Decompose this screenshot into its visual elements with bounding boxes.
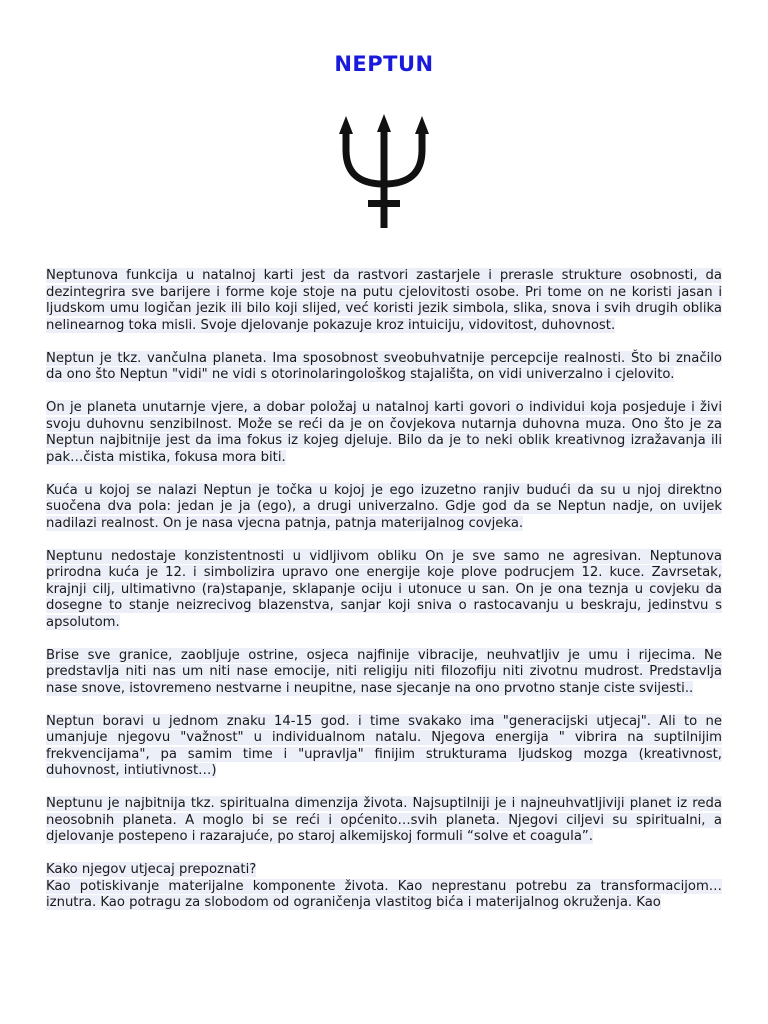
article-body	[46, 268, 722, 928]
paragraph: Kao potiskivanje materijalne komponente života. Kao neprestanu potrebu za transformacijom… iznutra. Kao potragu za slobodom od ograničenja vlastitog bića i materijalnog okruženja. Kao	[46, 878, 722, 910]
paragraph: Kuća u kojoj se nalazi Neptun je točka u kojoj je ego izuzetno ranjiv budući da su u njoj direktno suočena dva pola: jedan je ja (ego), a drugi univerzalno. Gdje god da se Neptun nadje, on uvijek nadilazi realnost. On je nasa vjecna patnja, patnja materijalnog covjeka.	[46, 482, 722, 531]
paragraph: Neptunova funkcija u natalnoj karti jest da rastvori zastarjele i prerasle strukture osobnosti, da dezintegrira sve barijere i forme koje stoje na putu cjelovitosti osobe. Pri tome on ne koristi jasan i ljudskom umu logičan jezik ili bilo koji slijed, već koristi jezik simbola, slika, snova i svih drugih oblika nelinearnog toka misli. Svoje djelovanje pokazuje kroz intuiciju, vidovitost, duhovnost.	[46, 268, 722, 333]
paragraph: Neptunu nedostaje konzistentnosti u vidljivom obliku On je sve samo ne agresivan. Neptunova prirodna kuća je 12. i simbolizira upravo one energije koje plove podrucjem 12. kuce. Zavrsetak, krajnji cilj, ultimativno (ra)stapanje, sklapanje ociju i utonuce u san. On je ona teznja u covjeku da dosegne to stanje neizrecivog blazenstva, sanjar koji sniva o rastocavanju u beskraju, jedinstvu s apsolutom.	[46, 548, 722, 630]
question-heading: Kako njegov utjecaj prepoznati?	[46, 862, 257, 877]
page-title: NEPTUN	[334, 52, 434, 76]
paragraph: On je planeta unutarnje vjere, a dobar položaj u natalnoj karti govori o individui koja posjeduje i živi svoju duhovnu senzibilnost. Može se reći da je on čovjekova nutarnja duhovna muza. Ono što je za Neptun najbitnije jest da ima fokus iz kojeg djeluje. Bilo da je to neki oblik kreativnog izražavanja ili pak…čista mistika, fokusa mora biti.	[46, 400, 722, 465]
paragraph: Neptun je tkz. vančulna planeta. Ima sposobnost sveobuhvatnije percepcije realnosti. Što bi značilo da ono što Neptun "vidi" ne vidi s otorinolaringološkog stajališta, on vidi univerzalno i cjelovito.	[46, 350, 722, 382]
neptune-trident-icon	[338, 114, 430, 230]
paragraph: Neptunu je najbitnija tkz. spiritualna dimenzija života. Najsuptilniji je i najneuhvatljiviji planet iz reda neosobnih planeta. A moglo bi se reći i općenito…svih planeta. Njegovi ciljevi su spiritualni, a djelovanje postepeno i razarajuće, po staroj alkemijskoj formuli “solve et coagula”.	[46, 796, 722, 844]
paragraph: Neptun boravi u jednom znaku 14-15 god. i time svakako ima "generacijski utjecaj". Ali to ne umanjuje njegovu "važnost" u individualnom natalu. Njegova energija " vibrira na suptilnijim frekvencijama", pa samim time i "upravlja" finijim strukturama ljudskog mozga (kreativnost, duhovnost, intiutivnost…)	[46, 713, 722, 778]
paragraph: Brise sve granice, zaobljuje ostrine, osjeca najfinije vibracije, neuhvatljiv je umu i rijecima. Ne predstavlja niti nas um niti nase emocije, niti religiju niti filozofiju niti zivotnu mudrost. Predstavlja nase snove, istovremeno nestvarne i neupitne, nase sjecanje na ono prvotno stanje ciste svijesti..	[46, 647, 722, 696]
